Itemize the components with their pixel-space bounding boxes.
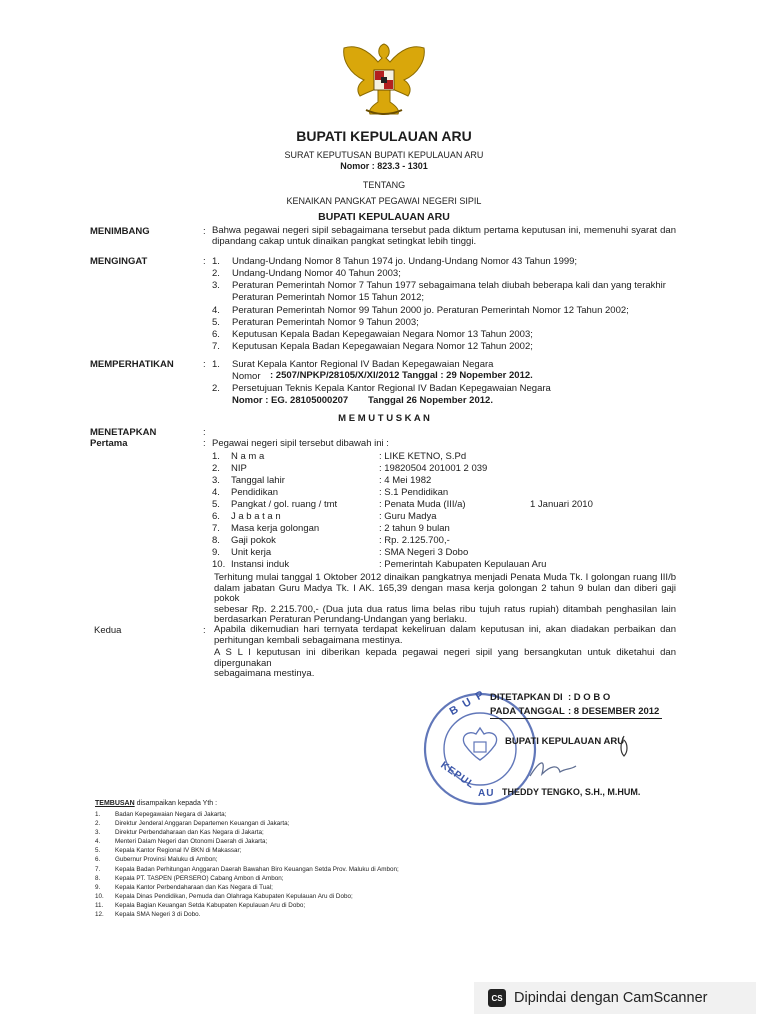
list-number: 9.	[95, 884, 101, 891]
list-item: Kepala Badan Perhitungan Anggaran Daerah Bawahan Biro Keuangan Setda Prov. Maluku di Ambon;	[115, 866, 399, 873]
header-issuer: BUPATI KEPULAUAN ARU	[318, 211, 450, 223]
field-number: 4.	[212, 487, 220, 498]
list-number: 2.	[212, 268, 220, 279]
list-item: Peraturan Pemerintah Nomor 9 Tahun 2003;	[232, 317, 419, 328]
watermark-text: Dipindai dengan CamScanner	[514, 990, 708, 1006]
header-title: BUPATI KEPULAUAN ARU	[296, 128, 472, 144]
pertama-label: Pertama	[90, 438, 128, 449]
list-number: 6.	[212, 329, 220, 340]
kedua-line: Apabila dikemudian hari ternyata terdapat kekeliruan dalam keputusan ini, akan diadakan perbaikan dan	[214, 624, 676, 635]
field-number: 3.	[212, 475, 220, 486]
menimbang-line: dipandang cakap untuk dinaikan pangkat setingkat lebih tinggi.	[212, 235, 477, 247]
garuda-emblem	[338, 40, 430, 120]
nomor-value: Nomor : EG. 28105000207	[232, 395, 349, 406]
tmt-value: 1 Januari 2010	[530, 499, 593, 510]
list-number: 7.	[95, 866, 101, 873]
header-tentang: TENTANG	[362, 180, 406, 190]
stamp-text: B U P	[447, 687, 488, 719]
list-number: 4.	[95, 838, 101, 845]
field-key: Instansi induk	[231, 559, 290, 570]
header-nomor: Nomor : 823.3 - 1301	[340, 161, 428, 171]
field-value: : LIKE KETNO, S.Pd	[379, 451, 467, 462]
list-number: 2.	[212, 383, 220, 394]
tanggal-value: Tanggal 26 Nopember 2012.	[368, 395, 493, 406]
list-item: Badan Kepegawaian Negara di Jakarta;	[115, 811, 227, 818]
field-key: N a m a	[231, 451, 265, 462]
camscanner-icon: CS	[488, 989, 506, 1007]
field-number: 2.	[212, 463, 220, 474]
list-number: 2.	[95, 820, 101, 827]
date-value: : 8 DESEMBER 2012	[568, 706, 660, 717]
signature-rule	[490, 718, 662, 719]
header-subtitle: SURAT KEPUTUSAN BUPATI KEPULAUAN ARU	[284, 150, 484, 160]
list-number: 1.	[212, 359, 220, 370]
list-item: Kepala Kantor Regional IV BKN di Makassar;	[115, 847, 242, 854]
list-item: Kepala Bagian Keuangan Setda Kabupaten Kepulauan Aru di Dobo;	[115, 902, 306, 909]
list-number: 8.	[95, 875, 101, 882]
stamp-text: AU	[478, 788, 495, 799]
field-number: 10.	[212, 559, 226, 570]
signature-office: BUPATI KEPULAUAN ARU	[505, 736, 625, 747]
list-number: 6.	[95, 856, 101, 863]
list-number: 3.	[95, 829, 101, 836]
list-number: 5.	[212, 317, 220, 328]
colon: :	[203, 256, 206, 267]
field-key: Unit kerja	[231, 547, 272, 558]
field-key: Pangkat / gol. ruang / tmt	[231, 499, 338, 510]
place-label: DITETAPKAN DI	[490, 692, 563, 703]
list-item: Peraturan Pemerintah Nomor 15 Tahun 2012;	[232, 292, 425, 303]
list-number: 12.	[95, 911, 104, 918]
list-number: 5.	[95, 847, 101, 854]
list-item: Kepala SMA Negeri 3 di Dobo.	[115, 911, 201, 918]
field-value: : S.1 Pendidikan	[379, 487, 449, 498]
date-label: PADA TANGGAL	[490, 706, 565, 717]
field-value: : Rp. 2.125.700,-	[379, 535, 450, 546]
field-value: : 19820504 201001 2 039	[379, 463, 488, 474]
signatory-name: THEDDY TENGKO, S.H., M.HUM.	[502, 787, 641, 797]
kedua-label: Kedua	[94, 625, 122, 636]
list-item: Keputusan Kepala Badan Kepegawaian Negara Nomor 12 Tahun 2002;	[232, 341, 533, 352]
field-value: : 2 tahun 9 bulan	[379, 523, 450, 534]
field-number: 1.	[212, 451, 220, 462]
kedua-line: perhitungan kembali sebagaimana mestinya.	[214, 634, 403, 646]
field-key: Tanggal lahir	[231, 475, 285, 486]
tembusan-label: TEMBUSAN	[95, 800, 135, 807]
handwritten-signature	[520, 730, 650, 790]
pertama-intro: Pegawai negeri sipil tersebut dibawah ini :	[212, 438, 389, 449]
list-item: Direktur Perbendaharaan dan Kas Negara di Jakarta;	[115, 829, 264, 836]
field-key: Pendidikan	[231, 487, 279, 498]
field-key: NIP	[231, 463, 247, 474]
list-item: Gubernur Provinsi Maluku di Ambon;	[115, 856, 218, 863]
mengingat-label: MENGINGAT	[90, 256, 148, 267]
list-item: Peraturan Pemerintah Nomor 99 Tahun 2000 jo. Peraturan Pemerintah Nomor 12 Tahun 2002;	[232, 305, 629, 316]
list-item: Undang-Undang Nomor 40 Tahun 2003;	[232, 268, 401, 279]
field-number: 5.	[212, 499, 220, 510]
field-number: 9.	[212, 547, 220, 558]
nomor-value: : 2507/NPKP/28105/X/XI/2012 Tanggal : 29 Nopember 2012.	[270, 370, 533, 381]
memperhatikan-label: MEMPERHATIKAN	[90, 359, 174, 370]
field-value: : Penata Muda (III/a)	[379, 499, 466, 510]
field-value: : Guru Madya	[379, 511, 437, 522]
menimbang-line: Bahwa pegawai negeri sipil sebagaimana tersebut pada diktum pertama keputusan ini, memenuhi syarat dan	[212, 225, 676, 236]
list-number: 4.	[212, 305, 220, 316]
colon: :	[203, 438, 206, 449]
list-number: 1.	[95, 811, 101, 818]
colon: :	[203, 625, 206, 636]
camscanner-watermark	[474, 982, 756, 1014]
memutuskan-heading: M E M U T U S K A N	[338, 413, 430, 424]
field-value: : Pemerintah Kabupaten Kepulauan Aru	[379, 559, 547, 570]
field-key: Masa kerja golongan	[231, 523, 320, 534]
menimbang-text	[212, 226, 676, 247]
list-number: 1.	[212, 256, 220, 267]
list-item: Peraturan Pemerintah Nomor 7 Tahun 1977 sebagaimana telah diubah beberapa kali dan yang terakhir	[232, 280, 666, 291]
menetapkan-label: MENETAPKAN	[90, 427, 157, 438]
memperhatikan-item: Surat Kepala Kantor Regional IV Badan Kepegawaian Negara	[232, 359, 494, 370]
memperhatikan-item: Persetujuan Teknis Kepala Kantor Regional IV Badan Kepegawaian Negara	[232, 383, 551, 394]
field-key: Gaji pokok	[231, 535, 276, 546]
list-item: Undang-Undang Nomor 8 Tahun 1974 jo. Undang-Undang Nomor 43 Tahun 1999;	[232, 256, 578, 267]
colon: :	[203, 226, 206, 237]
field-key: J a b a t a n	[231, 511, 281, 522]
field-number: 8.	[212, 535, 220, 546]
field-value: : SMA Negeri 3 Dobo	[379, 547, 469, 558]
colon: :	[203, 427, 206, 438]
list-item: Kepala Dinas Pendidikan, Pemuda dan Olahraga Kabupaten Kepulauan Aru di Dobo;	[115, 893, 353, 900]
list-number: 11.	[95, 902, 104, 909]
tembusan-heading	[95, 800, 217, 807]
kedua-text	[214, 625, 676, 680]
paragraph-line: Terhitung mulai tanggal 1 Oktober 2012 dinaikan pangkatnya menjadi Penata Muda Tk. I golongan ruang III/b	[214, 572, 676, 583]
kedua-line: sebagaimana mestinya.	[214, 668, 315, 679]
list-item: Menteri Dalam Negeri dan Otonomi Daerah di Jakarta;	[115, 838, 268, 845]
list-item: Kepala Kantor Perbendaharaan dan Kas Negara di Tual;	[115, 884, 273, 891]
list-number: 7.	[212, 341, 220, 352]
menimbang-label: MENIMBANG	[90, 226, 150, 237]
list-number: 10.	[95, 893, 104, 900]
field-number: 7.	[212, 523, 220, 534]
nomor-label: Nomor	[232, 371, 261, 382]
stamp-text: KEPUL	[438, 759, 477, 792]
list-item: Kepala PT. TASPEN (PERSERO) Cabang Ambon di Ambon;	[115, 875, 284, 882]
paragraph-line: sebesar Rp. 2.215.700,- (Dua juta dua ratus lima belas ribu tujuh ratus rupiah) ditambah penghasilan lain	[214, 603, 676, 615]
header-perihal: KENAIKAN PANGKAT PEGAWAI NEGERI SIPIL	[286, 196, 482, 206]
kedua-line: A S L I keputusan ini diberikan kepada pegawai negeri sipil yang bersangkutan untuk diketahui dan dipergunakan	[214, 647, 676, 669]
place-value: : D O B O	[568, 692, 611, 703]
list-number: 3.	[212, 280, 220, 291]
field-number: 6.	[212, 511, 220, 522]
pertama-paragraph	[214, 573, 676, 626]
list-item: Keputusan Kepala Badan Kepegawaian Negara Nomor 13 Tahun 2003;	[232, 329, 533, 340]
field-value: : 4 Mei 1982	[379, 475, 432, 486]
paragraph-line: berdasarkan Peraturan Perundang-Undangan yang berlaku.	[214, 614, 467, 625]
tembusan-suffix: disampaikan kepada Yth :	[136, 800, 218, 807]
colon: :	[203, 359, 206, 370]
paragraph-line: dalam jabatan Guru Madya Tk. I AK. 165,39 dengan masa kerja golongan 2 tahun 9 bulan dan diberi gaji pokok	[214, 582, 676, 604]
list-item: Direktur Jenderal Anggaran Departemen Keuangan di Jakarta;	[115, 820, 290, 827]
